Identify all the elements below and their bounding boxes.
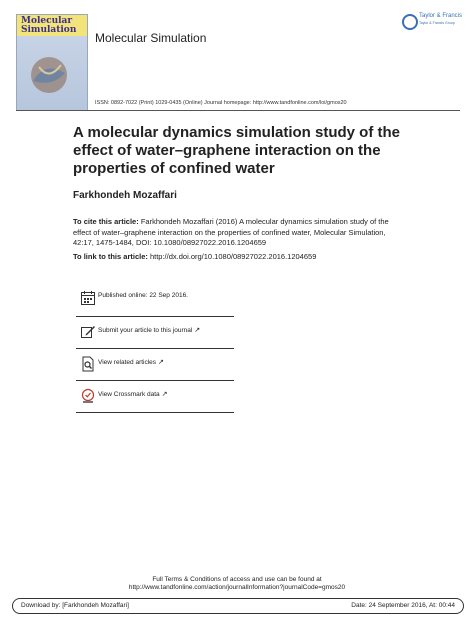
issn-line[interactable]: ISSN: 0892-7022 (Print) 1029-0435 (Online) Journal homepage: http://www.tandfonline.com/loi/gmos20 xyxy=(95,100,347,106)
external-link-icon: ↗ xyxy=(161,391,168,398)
edit-icon xyxy=(80,324,96,340)
submit-article-label: Submit your article to this journal xyxy=(98,327,193,334)
terms-url[interactable]: http://www.tandfonline.com/action/journalInformation?journalCode=gmos20 xyxy=(128,584,346,591)
citation-block xyxy=(73,217,403,249)
crossmark-icon xyxy=(80,388,96,404)
search-document-icon xyxy=(80,356,96,372)
publisher-logo-icon xyxy=(402,14,418,30)
publisher-logo xyxy=(402,12,462,32)
citation-label: To cite this article: xyxy=(73,217,139,226)
published-online-label: Published online: 22 Sep 2016. xyxy=(98,292,188,299)
related-articles-row[interactable] xyxy=(76,352,234,376)
action-divider xyxy=(76,348,234,349)
cover-title: Molecular Simulation xyxy=(21,16,77,35)
downloaded-by: Download by: [Farkhondeh Mozaffari] xyxy=(21,602,129,609)
action-divider xyxy=(76,412,234,413)
header-divider xyxy=(16,110,460,111)
publisher-name: Taylor & Francis xyxy=(419,13,463,19)
crossmark-label: View Crossmark data xyxy=(98,391,160,398)
related-articles-link[interactable] xyxy=(98,358,164,366)
article-link-url[interactable]: http://dx.doi.org/10.1080/08927022.2016.1204659 xyxy=(149,252,317,261)
published-online-row xyxy=(76,286,234,310)
related-articles-label: View related articles xyxy=(98,359,157,366)
publisher-tagline: Taylor & Francis Group xyxy=(419,21,455,25)
submit-article-link[interactable] xyxy=(98,326,200,334)
submit-article-row[interactable] xyxy=(76,320,234,344)
external-link-icon: ↗ xyxy=(194,327,201,334)
terms-of-use xyxy=(0,576,474,592)
article-link-block xyxy=(73,252,403,261)
journal-name: Molecular Simulation xyxy=(95,31,207,45)
journal-cover-image xyxy=(16,14,88,111)
download-date: Date: 24 September 2016, At: 00:44 xyxy=(351,602,455,609)
crossmark-link[interactable] xyxy=(98,390,168,398)
crossmark-row[interactable] xyxy=(76,384,234,408)
article-author: Farkhondeh Mozaffari xyxy=(73,190,177,201)
calendar-icon xyxy=(80,290,96,306)
cover-molecule-illustration xyxy=(25,51,73,99)
download-info-bar xyxy=(12,598,464,614)
article-link-label: To link to this article: xyxy=(73,252,148,261)
terms-line: Full Terms & Conditions of access and use can be found at xyxy=(152,576,322,583)
action-divider xyxy=(76,316,234,317)
action-divider xyxy=(76,380,234,381)
external-link-icon: ↗ xyxy=(158,359,164,366)
citation-text: Farkhondeh Mozaffari (2016) A molecular dynamics simulation study of the effect of water–graphene interaction on the properties of confined water, Molecular Simulation, 42:17, 1475-1484, DOI: 10.1080/08927022.2016.1204659 xyxy=(73,217,389,247)
article-title: A molecular dynamics simulation study of the effect of water–graphene interaction on the properties of confined water xyxy=(73,124,401,177)
